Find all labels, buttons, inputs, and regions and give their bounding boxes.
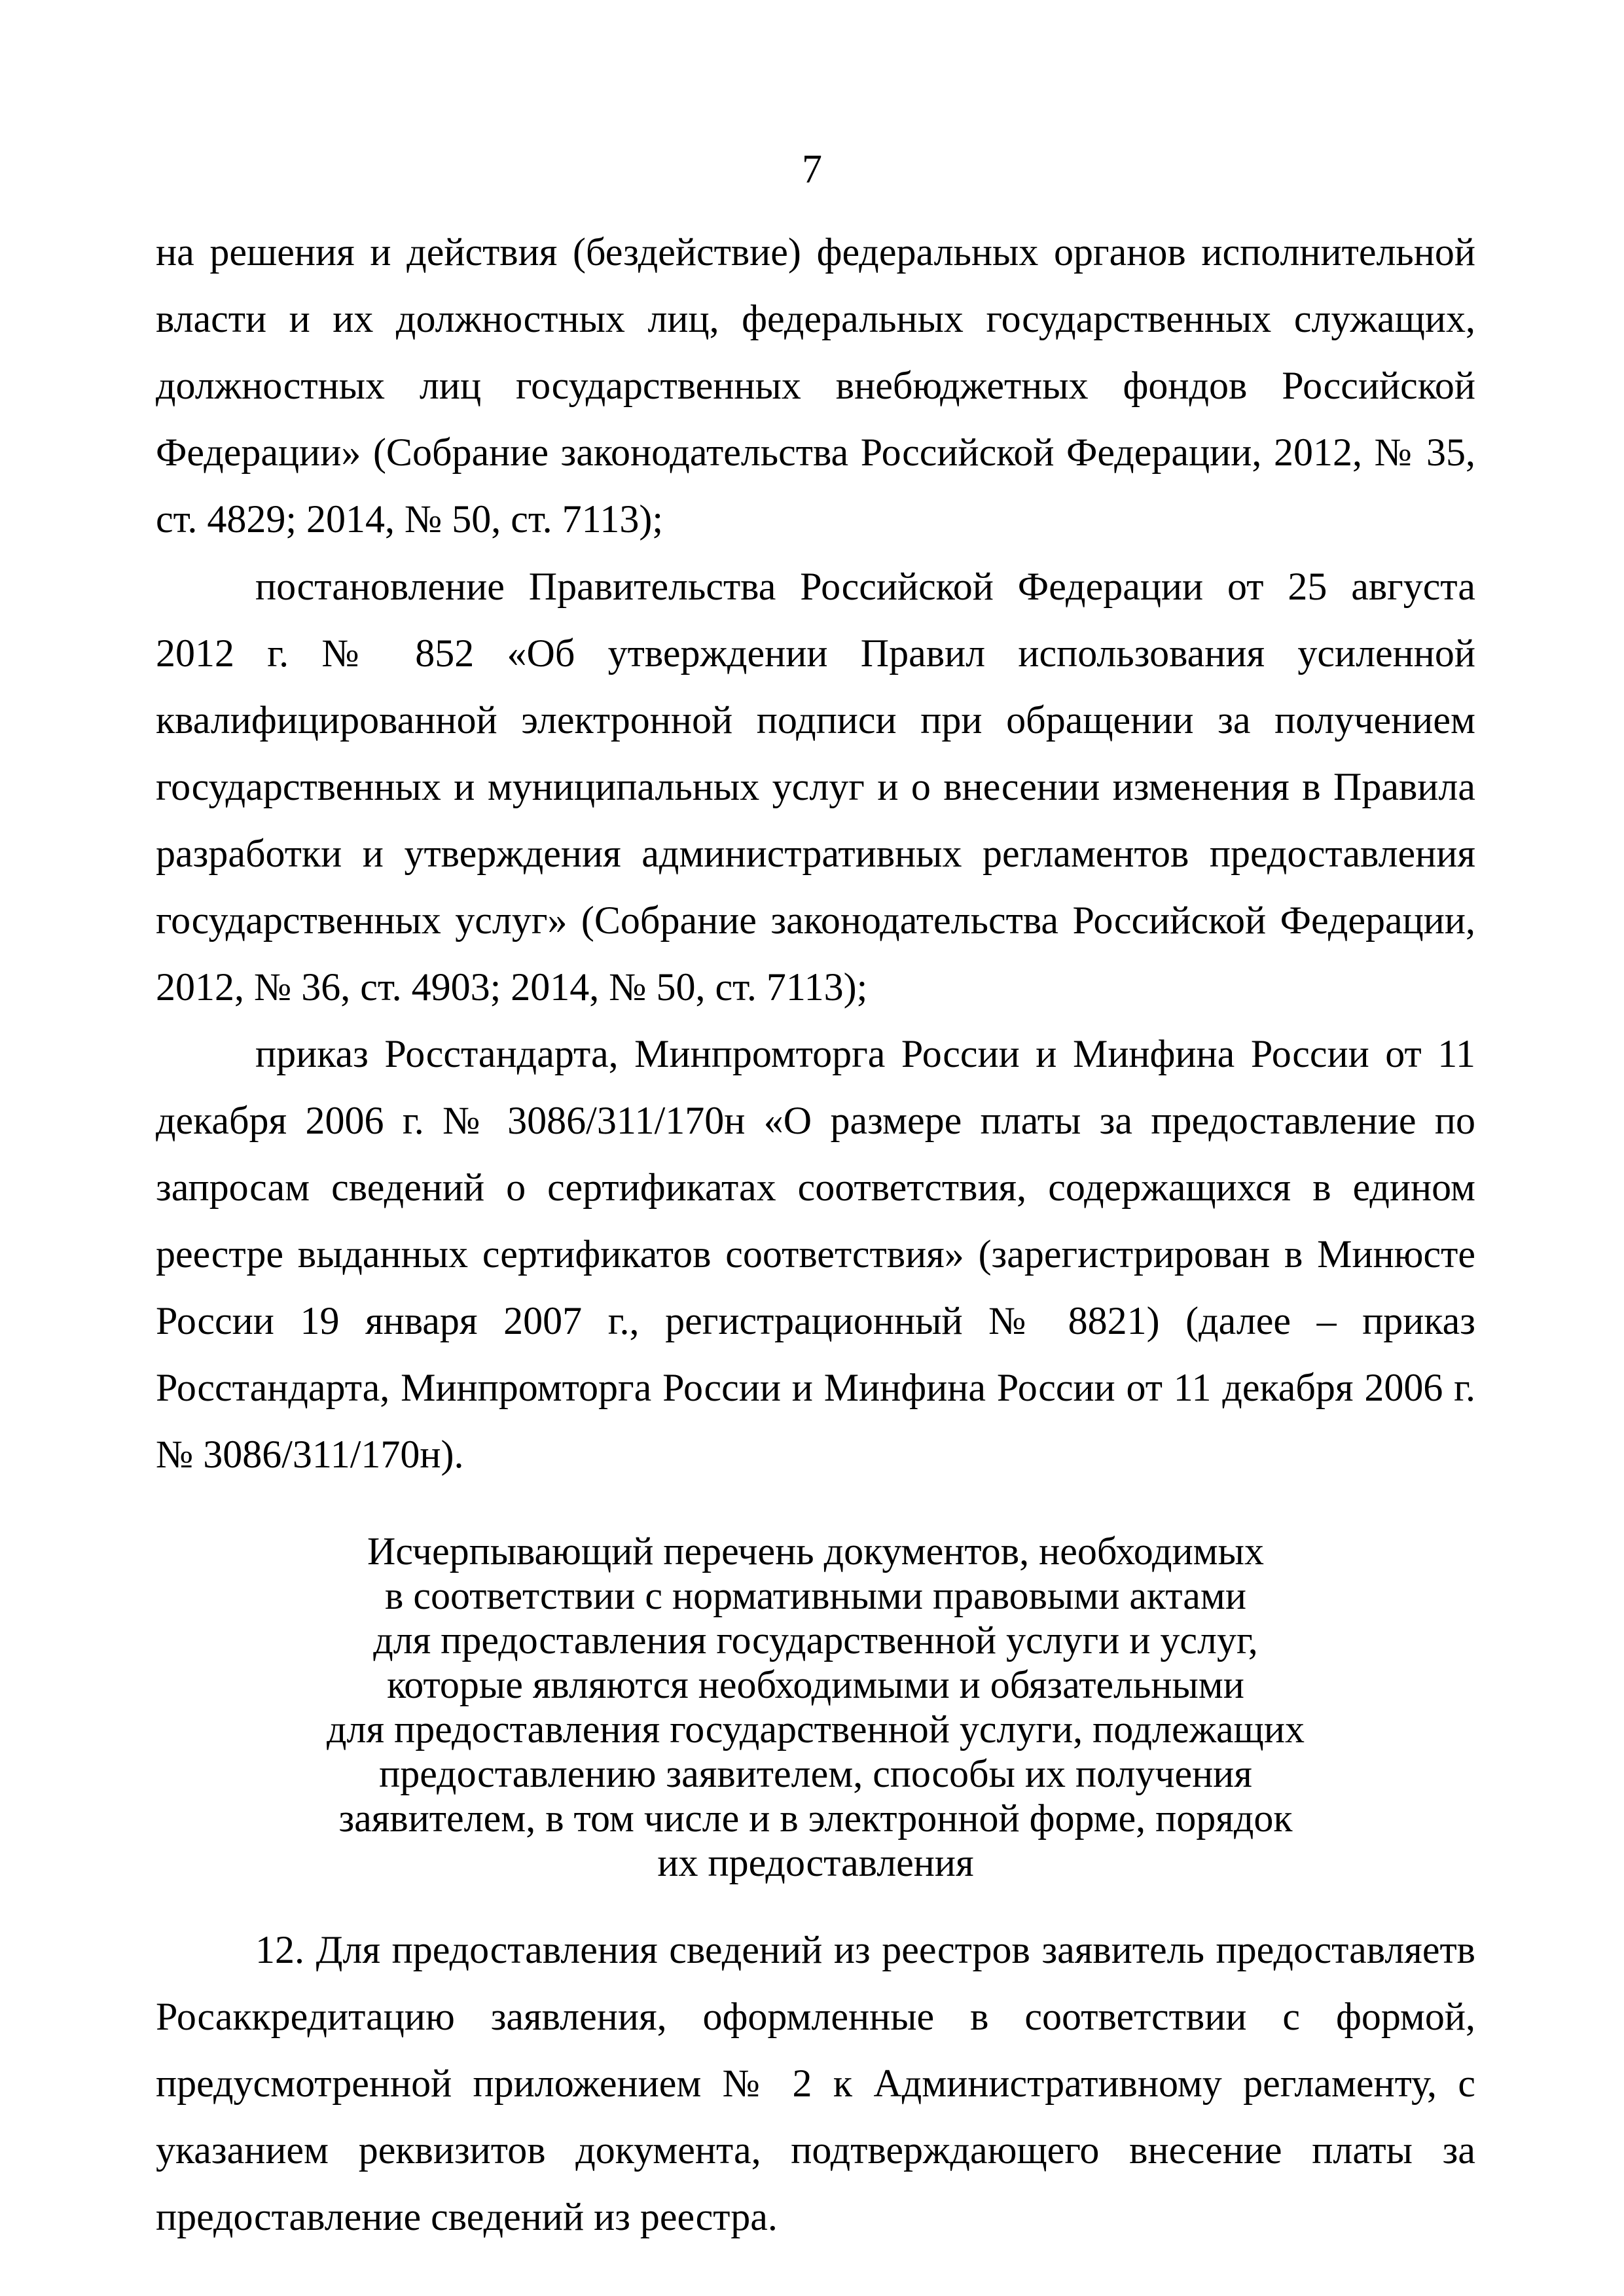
- section-heading-line: предоставлению заявителем, способы их получения: [379, 1752, 1252, 1795]
- section-heading-line: Исчерпывающий перечень документов, необходимых: [367, 1530, 1264, 1573]
- section-heading: [156, 1529, 1475, 1885]
- section-heading-line: для предоставления государственной услуги и услуг,: [373, 1619, 1258, 1662]
- section-heading-line: в соответствии с нормативными правовыми актами: [384, 1574, 1246, 1617]
- section-heading-line: заявителем, в том числе и в электронной форме, порядок: [338, 1797, 1293, 1840]
- section-heading-line: для предоставления государственной услуги, подлежащих: [327, 1708, 1305, 1751]
- paragraph-rosstandart-order: приказ Росстандарта, Минпромторга России и Минфина России от 11 декабря 2006 г. № 3086/311/170н «О размере платы за предоставление по запросам сведений о сертификатах соответствия, содержащихся в едином реестре выданных сертификатов соответствия» (зарегистрирован в Минюсте России 19 января 2007 г., регистрационный № 8821) (далее – приказ Росстандарта, Минпромторга России и Минфина России от 11 декабря 2006 г. № 3086/311/170н).: [156, 1032, 1475, 1476]
- paragraph-government-decree-852: постановление Правительства Российской Федерации от 25 августа 2012 г. № 852 «Об утверждении Правил использования усиленной квалифицированной электронной подписи при обращении за получением государственных и муниципальных услуг и о внесении изменения в Правила разработки и утверждения административных регламентов предоставления государственных услуг» (Собрание законодательства Российской Федерации, 2012, № 36, ст. 4903; 2014, № 50, ст. 7113);: [156, 565, 1475, 1009]
- paragraph-item-12: 12. Для предоставления сведений из реестров заявитель предоставляетв Росаккредитацию заявления, оформленные в соответствии с формой, предусмотренной приложением № 2 к Административному регламенту, с указанием реквизитов документа, подтверждающего внесение платы за предоставление сведений из реестра.: [156, 1928, 1475, 2238]
- section-heading-line: которые являются необходимыми и обязательными: [387, 1663, 1244, 1706]
- section-heading-line: их предоставления: [657, 1841, 974, 1884]
- paragraph-appeal-rules: на решения и действия (бездействие) федеральных органов исполнительной власти и их должностных лиц, федеральных государственных служащих, должностных лиц государственных внебюджетных фондов Российской Федерации» (Собрание законодательства Российской Федерации, 2012, № 35, ст. 4829; 2014, № 50, ст. 7113);: [156, 230, 1475, 541]
- page-number: 7: [802, 147, 822, 192]
